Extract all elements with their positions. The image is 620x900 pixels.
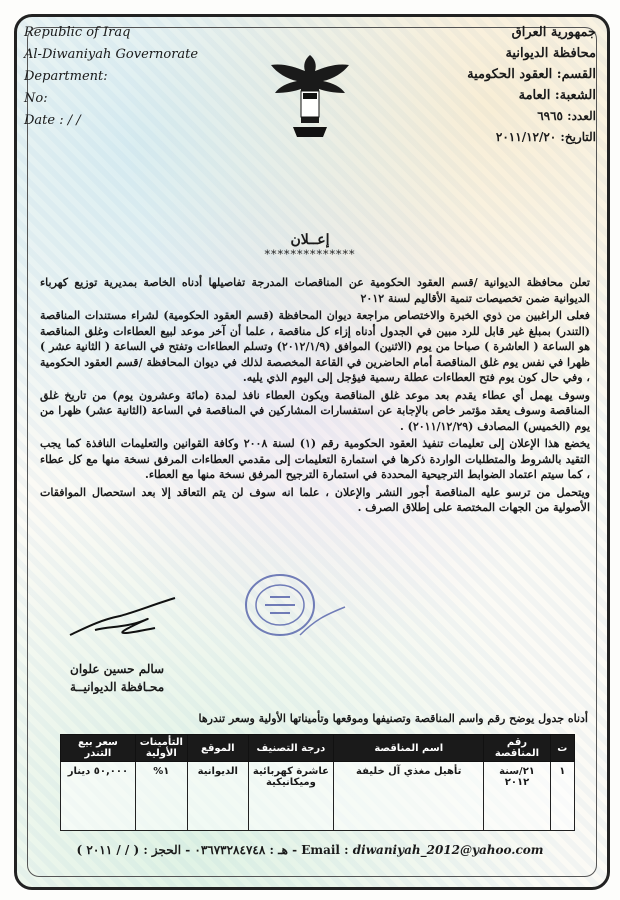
page-title: إعــلان: [290, 232, 330, 248]
column-header: رقم المناقصة: [484, 735, 550, 762]
signer-block: [70, 660, 164, 696]
header-ar-line: الشعبة: العامة: [518, 88, 596, 103]
header-ar-line: محافظة الديوانية: [505, 46, 596, 61]
announcement-body: [40, 275, 590, 518]
eagle-emblem-icon: [265, 45, 355, 145]
table-cell: تأهيل مغذي آل خليفة: [333, 762, 484, 831]
footer-email[interactable]: diwaniyah_2012@yahoo.com: [352, 843, 544, 857]
header-ar-line: التاريخ: ٢٠١١/١٢/٢٠: [495, 130, 596, 144]
column-header: درجة التصنيف: [248, 735, 333, 762]
footer-contact: [0, 843, 620, 857]
header-ar-line: القسم: العقود الحكومية: [467, 67, 596, 82]
paragraph: تعلن محافظة الديوانية /قسم العقود الحكومية عن المناقصات المدرجة تفاصيلها أدناه الخاصة بمديرية توزيع كهرباء الديوانية ضمن تخصيصات تنمية الأقاليم لسنة ٢٠١٢: [40, 276, 590, 305]
column-header: سعر بيع التندر: [61, 735, 136, 762]
column-header: ت: [550, 735, 575, 762]
table-cell: ٥٠,٠٠٠ دينار: [61, 762, 136, 831]
header-en-line: Department:: [24, 69, 108, 84]
tender-table: [60, 734, 575, 831]
header-ar-line: جمهورية العراق: [511, 25, 596, 40]
paragraph: يخضع هذا الإعلان إلى تعليمات تنفيذ العقود الحكومية رقم (١) لسنة ٢٠٠٨ وكافة القوانين والتعليمات النافذة كما يجب التقيد بالشروط والمتطلبات الواردة ذكرها في استمارة التعليمات إلى مقدمي العطاءات المرفق نسخة منها مع كل عطاء ، كما سيتم اعتماد الضوابط الترجيحية المحددة في استمارة الترجيح المرفق نسخة منها مع العطاء.: [40, 437, 590, 481]
arabic-header: [467, 22, 596, 148]
english-header: [24, 22, 198, 132]
table-header-row: [61, 735, 575, 762]
handwritten-signature: [65, 590, 185, 650]
column-header: الموقع: [187, 735, 248, 762]
official-stamp: [240, 565, 350, 645]
table-row: [61, 762, 575, 831]
header-en-line: Republic of Iraq: [24, 25, 131, 40]
column-header: التأمينات الأولية: [135, 735, 187, 762]
table-cell: ١: [550, 762, 575, 831]
signer-name: سالم حسين علوان: [70, 662, 165, 676]
signer-title: محـافظة الديوانيــة: [70, 680, 165, 694]
header-en-line: Date : / /: [24, 113, 81, 128]
paragraph: ويتحمل من ترسو عليه المناقصة أجور النشر والإعلان ، علما انه سوف لن يتم التعاقد إلا بعد استحصال الموافقات الأصولية من الجهات المختصة على إطلاق الصرف .: [40, 485, 590, 514]
table-cell: عاشرة كهربائية وميكانيكية: [248, 762, 333, 831]
header-en-line: No:: [24, 91, 48, 106]
table-cell: الديوانية: [187, 762, 248, 831]
table-note: أدناه جدول يوضح رقم واسم المناقصة وتصنيفها وموقعها وتأميناتها الأولية وسعر تندرها: [198, 712, 588, 725]
header-en-line: Al-Diwaniyah Governorate: [24, 47, 199, 62]
header-ar-line: العدد: ٦٩٦٥: [537, 109, 596, 123]
table-cell: ١%: [135, 762, 187, 831]
paragraph: فعلى الراغبين من ذوي الخبرة والاختصاص مراجعة ديوان المحافظة (قسم العقود الحكومية) لشراء مستندات المناقصة (التندر) بمبلغ غير قابل للرد مبين في الجدول أدناه إزاء كل مناقصة ، علما أن آخر موعد لبيع العطاءات وغلق المناقصة هو الساعة ( العاشرة ) صباحا من يوم (الاثنين) الموافق (٢٠١٢/١/٩) وتسلم العطاءات وتفتح في الساعة ( الثانية عشر ) ظهرا في نفس يوم غلق المناقصة أمام الحاضرين في القاعة المخصصة لذلك في ديوان المحافظة /قسم العقود الحكومية ، وفي حال كون يوم فتح العطاءات عطلة رسمية فيؤجل إلى اليوم الذي يليه.: [40, 309, 590, 384]
table-cell: ٢١/سنة ٢٠١٢: [484, 762, 550, 831]
footer-text: هـ : ٠٣٦٧٣٢٨٤٧٤٨ - الحجز : ( / / ٢٠١١ ) - Email :: [76, 843, 353, 857]
column-header: اسم المناقصة: [333, 735, 484, 762]
title-stars: **************: [264, 248, 356, 261]
paragraph: وسوف يهمل أي عطاء يقدم بعد موعد غلق المناقصة ويكون العطاء نافذ لمدة (مائة وعشرون يوم) من تاريخ غلق المناقصة وسوف يعقد مؤتمر خاص بالإجابة عن استفسارات المشاركين في المناقصة في الساعة (الثانية عشر) ظهرا من يوم (الخميس) المصادف (٢٠١١/١٢/٢٩) .: [40, 388, 590, 433]
